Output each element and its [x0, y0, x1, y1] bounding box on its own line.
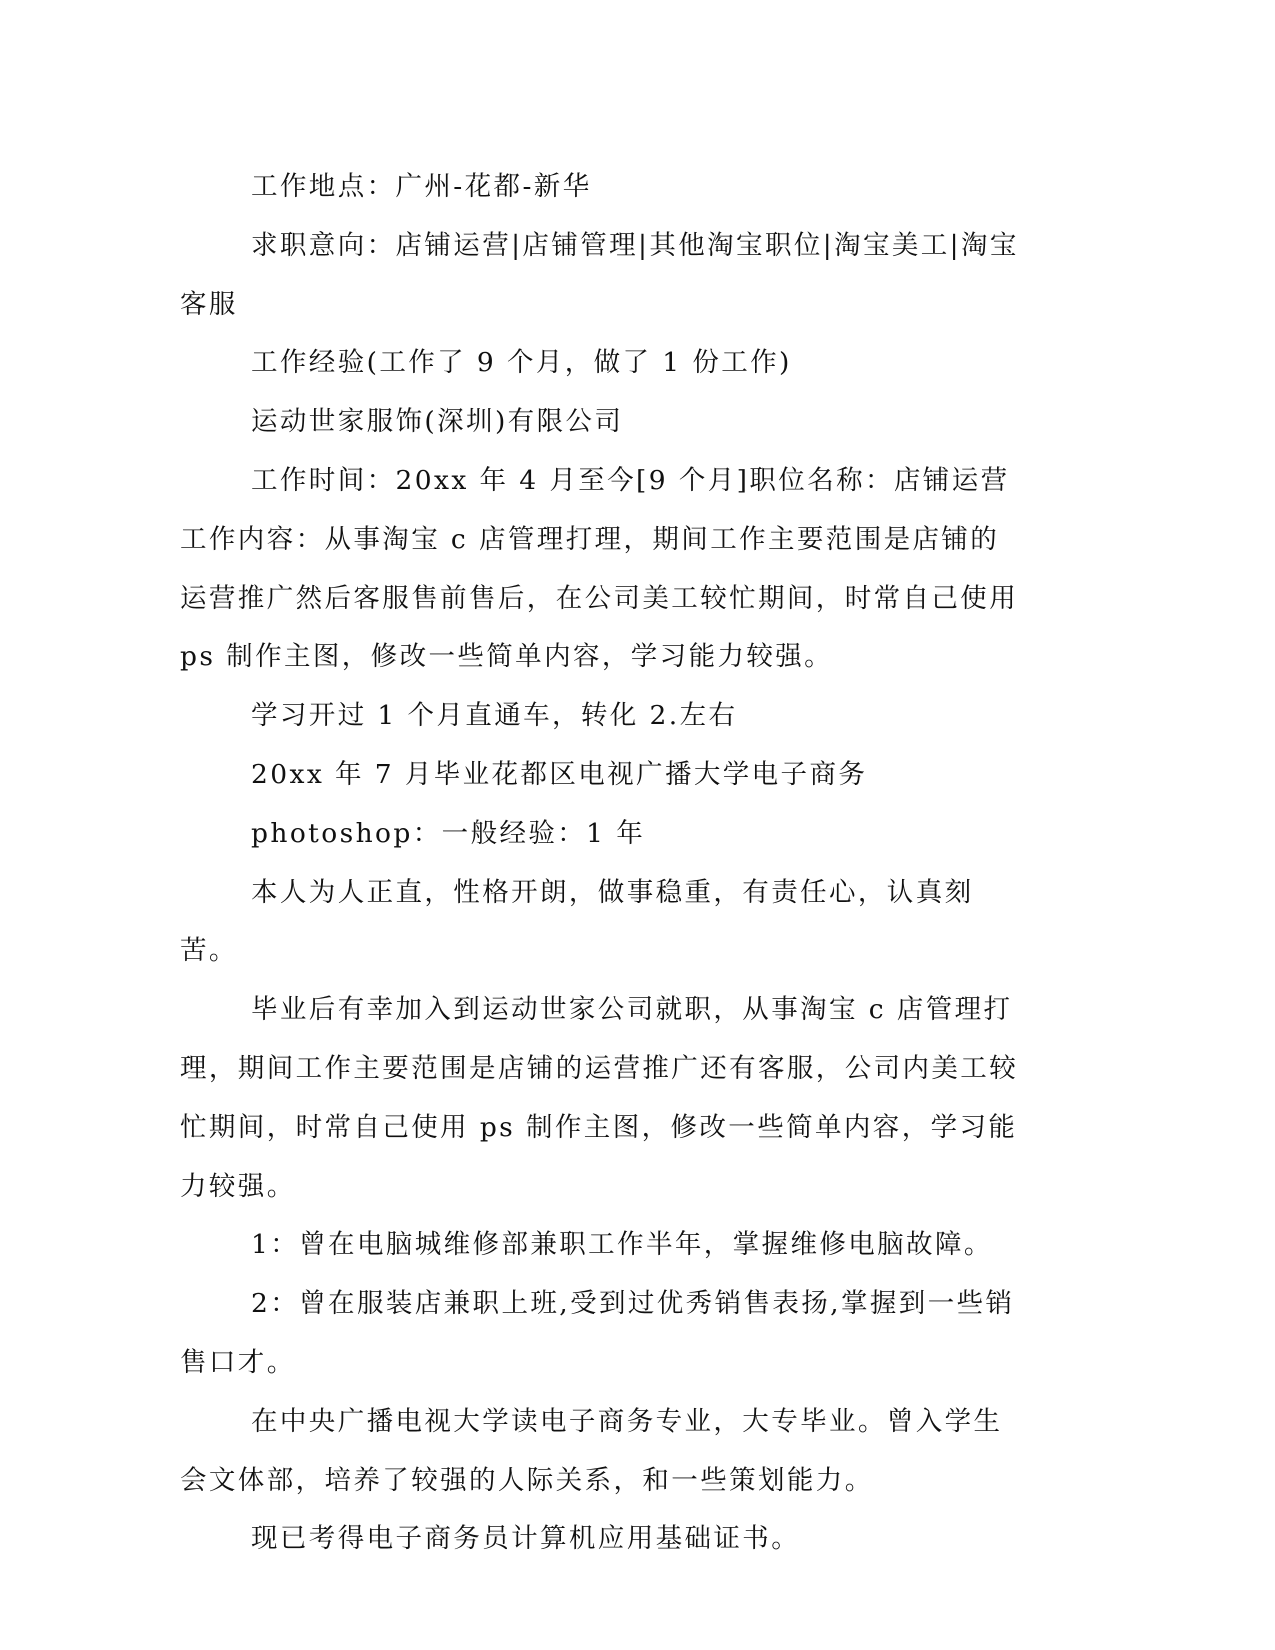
paragraph-certificate: 现已考得电子商务员计算机应用基础证书。	[251, 1523, 801, 1555]
paragraph-part-time-1: 1：曾在电脑城维修部兼职工作半年，掌握维修电脑故障。	[251, 1229, 993, 1261]
document-body	[180, 158, 1029, 1569]
paragraph-skill-photoshop: photoshop：一般经验：1 年	[251, 817, 646, 849]
paragraph-experience-description: 毕业后有幸加入到运动世家公司就职，从事淘宝 c 店管理打理，期间工作主要范围是店铺的运营推广还有客服，公司内美工较忙期间，时常自己使用 ps 制作主图，修改一些简单内容，学习能力较强。	[180, 994, 1019, 1202]
paragraph-job-details: 工作时间：20xx 年 4 月至今[9 个月]职位名称：店铺运营工作内容：从事淘宝 c 店管理打理，期间工作主要范围是店铺的运营推广然后客服售前售后，在公司美工较忙期间，时常自己使用 ps 制作主图，修改一些简单内容，学习能力较强。	[180, 464, 1029, 673]
paragraph-self-evaluation: 本人为人正直，性格开朗，做事稳重，有责任心，认真刻苦。	[180, 876, 974, 967]
paragraph-job-intention: 求职意向：店铺运营|店铺管理|其他淘宝职位|淘宝美工|淘宝客服	[180, 229, 1019, 320]
paragraph-training: 学习开过 1 个月直通车，转化 2.左右	[251, 700, 738, 732]
paragraph-part-time-2: 2：曾在服装店兼职上班,受到过优秀销售表扬,掌握到一些销售口才。	[180, 1288, 1015, 1378]
paragraph-education: 20xx 年 7 月毕业花都区电视广播大学电子商务	[251, 758, 868, 790]
paragraph-work-location: 工作地点：广州-花都-新华	[251, 171, 592, 202]
paragraph-school-activity: 在中央广播电视大学读电子商务专业，大专毕业。曾入学生会文体部，培养了较强的人际关系，和一些策划能力。	[180, 1405, 1003, 1496]
paragraph-company-name: 运动世家服饰(深圳)有限公司	[251, 406, 624, 438]
paragraph-work-experience-summary: 工作经验(工作了 9 个月，做了 1 份工作)	[251, 347, 792, 379]
